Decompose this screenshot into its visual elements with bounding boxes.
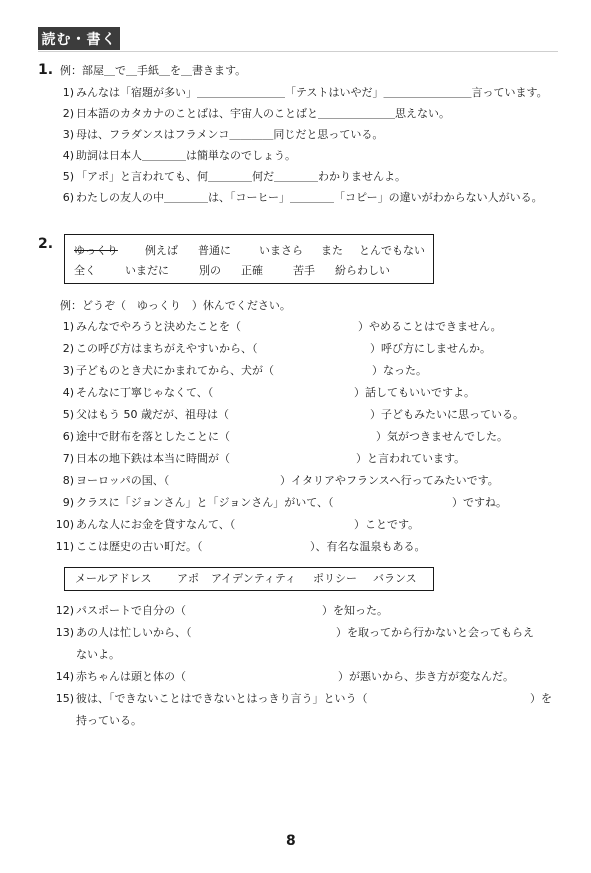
item-number: 9) xyxy=(62,496,74,509)
item-text-a: みんなでやろうと決めたことを（ xyxy=(76,320,241,333)
item-text-b: ）呼び方にしませんか。 xyxy=(370,342,491,355)
item-text: わたしの友人の中＿＿＿＿は、「コーヒー」＿＿＿＿「コピー」の違いがわからない人がいる。 xyxy=(76,191,543,204)
item-text-b: ）を xyxy=(530,692,552,705)
s2-item xyxy=(48,540,558,554)
s2-item xyxy=(48,342,558,356)
word-box-item: 例えば xyxy=(145,244,178,257)
s2-item xyxy=(48,474,558,488)
word-box-1 xyxy=(64,234,434,284)
item-text-b: ）イタリアやフランスへ行ってみたいです。 xyxy=(280,474,499,487)
item-text-a: あの人は忙しいから、（ xyxy=(76,626,192,639)
word-box-item: メールアドレス xyxy=(75,572,152,585)
item-text-a: 赤ちゃんは頭と体の（ xyxy=(76,670,186,683)
word-box-item: 正確 xyxy=(241,264,263,277)
item-text-b: ）なった。 xyxy=(372,364,427,377)
item-number: 1) xyxy=(62,86,74,99)
item-text-a: パスポートで自分の（ xyxy=(76,604,186,617)
s1-item xyxy=(48,107,450,121)
s1-item xyxy=(48,86,548,100)
item-text-a: そんなに丁寧じゃなくて、（ xyxy=(76,386,214,399)
item-text: 母は、フラダンスはフラメンコ＿＿＿＿同じだと思っている。 xyxy=(76,128,384,141)
item-text-b: ）、有名な温泉もある。 xyxy=(310,540,426,553)
word-box-item: 苦手 xyxy=(293,264,315,277)
item-text: 助詞は日本人＿＿＿＿は簡単なのでしょう。 xyxy=(76,149,296,162)
s1-item xyxy=(48,191,543,205)
s2-item xyxy=(48,692,558,706)
s1-item xyxy=(48,128,383,142)
section-header: 読む・書く xyxy=(38,27,120,50)
header-divider xyxy=(38,51,558,52)
item-number: 15) xyxy=(55,692,74,705)
word-box-item: 全く xyxy=(74,264,96,277)
word-box-item: また xyxy=(321,244,343,257)
section1-example: 例：部屋＿で＿手紙＿を＿書きます。 xyxy=(60,64,247,77)
item-text-b: ）話してもいいですよ。 xyxy=(354,386,475,399)
s2-item xyxy=(48,430,558,444)
item-text-b: ）ことです。 xyxy=(354,518,420,531)
item-number: 14) xyxy=(55,670,74,683)
item-number: 11) xyxy=(55,540,74,553)
item-text-a: あんな人にお金を貸すなんて、（ xyxy=(76,518,236,531)
item-number: 3) xyxy=(62,364,74,377)
item-number: 1) xyxy=(62,320,74,333)
word-box-item: アイデンティティ xyxy=(211,572,297,585)
item-number: 3) xyxy=(62,128,74,141)
s2-item xyxy=(48,408,558,422)
s2-item xyxy=(48,604,558,618)
word-box-item: 普通に xyxy=(198,244,231,257)
word-box-item: アポ xyxy=(177,572,199,585)
word-box-item: ゆっくり xyxy=(74,244,118,257)
item-text-a: 父はもう 50 歳だが、祖母は（ xyxy=(76,408,229,421)
item-text-a: 彼は、「できないことはできないとはっきり言う」という（ xyxy=(76,692,368,705)
section2-number: 2. xyxy=(38,236,54,252)
word-box-item: いまだに xyxy=(125,264,169,277)
word-box-item: 別の xyxy=(199,264,221,277)
item-text-a: ないよ。 xyxy=(76,648,120,661)
item-number: 5) xyxy=(62,408,74,421)
item-text-a: 日本の地下鉄は本当に時間が（ xyxy=(76,452,230,465)
word-box-item: とんでもない xyxy=(359,244,425,257)
item-number: 8) xyxy=(62,474,74,487)
item-text-a: 子どものとき犬にかまれてから、犬が（ xyxy=(76,364,274,377)
s1-item xyxy=(48,149,296,163)
item-text-b: ）やめることはできません。 xyxy=(358,320,502,333)
item-text-b: ）と言われています。 xyxy=(356,452,466,465)
item-text-b: ）が悪いから、歩き方が変なんだ。 xyxy=(338,670,514,683)
s2-item xyxy=(48,626,558,640)
s2-item xyxy=(48,320,558,334)
item-text-a: クラスに「ジョンさん」と「ジョンさん」がいて、（ xyxy=(76,496,334,509)
word-box-item: バランス xyxy=(373,572,417,585)
item-number: 7) xyxy=(62,452,74,465)
item-number: 2) xyxy=(62,342,74,355)
item-text-b: ）ですね。 xyxy=(452,496,507,509)
s2-item-continued xyxy=(48,648,558,662)
item-number: 6) xyxy=(62,430,74,443)
s2-item xyxy=(48,452,558,466)
item-number: 5) xyxy=(62,170,74,183)
s2-item xyxy=(48,364,558,378)
item-text: 「アポ」と言われても、何＿＿＿＿何だ＿＿＿＿わかりませんよ。 xyxy=(76,170,406,183)
word-box-item: いまさら xyxy=(259,244,303,257)
s2-item-continued xyxy=(48,714,558,728)
item-text-a: ここは歴史の古い町だ。（ xyxy=(76,540,203,553)
s2-item xyxy=(48,670,558,684)
item-text-b: ）を知った。 xyxy=(322,604,388,617)
s2-item xyxy=(48,496,558,510)
item-number: 6) xyxy=(62,191,74,204)
item-number: 13) xyxy=(55,626,74,639)
item-number: 10) xyxy=(55,518,74,531)
item-text-a: 持っている。 xyxy=(76,714,142,727)
section1-number: 1. xyxy=(38,62,54,78)
item-text-b: ）子どもみたいに思っている。 xyxy=(370,408,524,421)
item-text-b: ）気がつきませんでした。 xyxy=(376,430,508,443)
item-number: 4) xyxy=(62,149,74,162)
item-text: みんなは「宿題が多い」＿＿＿＿＿＿＿＿「テストはいやだ」＿＿＿＿＿＿＿＿言っています。 xyxy=(76,86,548,99)
item-text-a: この呼び方はまちがえやすいから、（ xyxy=(76,342,258,355)
item-text-a: ヨーロッパの国、（ xyxy=(76,474,170,487)
item-text: 日本語のカタカナのことばは、宇宙人のことばと＿＿＿＿＿＿＿思えない。 xyxy=(76,107,450,120)
s1-item xyxy=(48,170,406,184)
page-number: 8 xyxy=(286,833,296,849)
item-number: 4) xyxy=(62,386,74,399)
item-number: 2) xyxy=(62,107,74,120)
word-box-2 xyxy=(64,567,434,591)
section2-example: 例：どうぞ（ ゆっくり ）休んでください。 xyxy=(60,299,291,312)
word-box-item: ポリシー xyxy=(313,572,357,585)
item-number: 12) xyxy=(55,604,74,617)
s2-item xyxy=(48,518,558,532)
word-box-item: 紛らわしい xyxy=(335,264,390,277)
item-text-b: ）を取ってから行かないと会ってもらえ xyxy=(336,626,534,639)
s2-item xyxy=(48,386,558,400)
item-text-a: 途中で財布を落としたことに（ xyxy=(76,430,230,443)
